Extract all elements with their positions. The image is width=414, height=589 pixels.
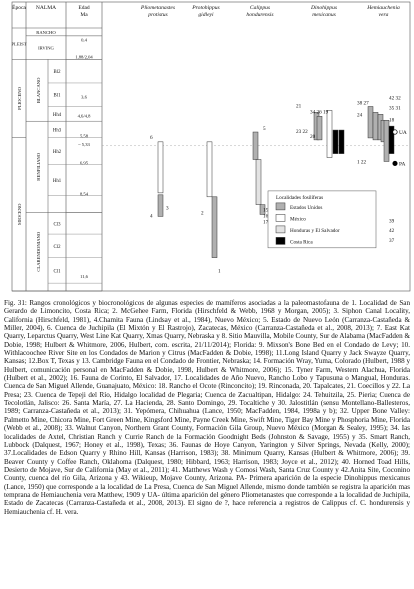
legend-swatch-honduras bbox=[276, 226, 285, 233]
caption-text: Rangos cronológicos y biocronológicos de algunas especies de mamíferos asociadas a la paleomastofauna de 1. Localidad de San Gerardo de Limoncito, Costa Rica; 2. McGehee Farm, Florida (Hirschfeld & Webb, 1968 y Morgan, 2005); 3. Siphon Canal Locality, California (Hirschfeld, 1981), 4.Chamita Fauna (Lindsay et al., 1984), Nuevo México; 5. Estado de Nuevo León (Carranza-Castañeda & Miller, 2004), 6. Cuenca de Juchipila (El Mixtón y El Rastrojo), Zacatecas, México (Carranza-Castañeda et al., 2008, 2013); 7. East Kat Quarry, Leparctus Quarry, West Line Kat Quarry, Xmas Quarry, Nebraska y 8. Sitio Mauvilla, Mobile County, Sur de Alabama (MacFadden & Dobie, 1998; Hulbert & Whitmore, 2006, Hulbert, com. escrita, 21/11/2014); Florida: 9. Mixson's Bone Bed en el Condado de Levy; 10. Withlacoochee River Site en los Condados de Marion y Citrus (MacFadden & Dobie, 1998); 11.Long Island Quarry y Jack Swayze Quarry, Kansas; 12.Box T, Texas y 13. Cambridge Fauna en el Condado de Frontier, Nebraska; 14. Formación Wray, Yuma, Colorado (Hulbert, 1988 y Hulbert, comunicación personal en MacFadden & Dobie, 1998, Hulbert & Whitmore, 2006); 15. Tyner Farm, Western Alachua, Florida (Hulbert et al., 2002); 16. Fauna de Corinto, El Salvador, 17. Localidades de Año Nuevo, Rancho Lobo y Tapusuna o Mangual, Honduras. Cuenca de San Miguel Allende, Guanajuato, México: 18. Rancho el Ocote (Rinconcito); 19. Rinconada, 20. Tapalcates, 21. Coecillos y 22. La Presa; 23. Cuenca de Tepeji del Río, Hidalgo localidad de Plegaria; Cuenca de Zacualtipan, Hidalgo: 24. Tehuitzila, 25. Pieria; Cuenca de Tecolotlán, Jalisco: 26. Santa María, 27. La Hacienda, 28. Santo Domingo, 29. Tocaltiche y 30. Jalostitlán (sensu Montellano-Ballesteros, 1989; Carranza-Castañeda et al., 2013); 31. Yepómera, Chihuahua (Lance, 1950; MacFadden, 1984, 1998a y b); 32. Upper Bone Valley: Palmetto Mine, Chicora Mine, Fort Green Mine, Kingsford Mine, Payne Creek Mine, Swift Mine, Tiger Bay Mine y Phosphoria Mine, Florida (Webb et al., 2008); 33. Walnut Canyon, Northern Grant County, Formación Gila Group, Nuevo México (Morgan & Sealey, 1995); 34. Ias localidades de Axtel, Christian Ranch y Currie Ranch de la Formación Goodnight Beds (Johnston & Savage, 1955) y 35. Smart Ranch, Lubbock (Dalquest, 1967; Honey et al., 1998), Texas; 36. Faunas de Hoye Canyon, Yarington y Silver Springs, Nevada (Kelly, 2000); 37.Localidades de Edson Quarry y Rhino Hill, Kansas (Harrison, 1983); 38. Minimum Quarry, Kansas (Hulbert & Whitmore, 2006); 39. Beaver County y Coffee Ranch, Oklahoma (Dalquest, 1980; Hibbard, 1963; Harrison, 1983; Joyce et al., 2012); 40. Horned Toad Hills, Desierto de Mojave, Sur de California (May et al., 2011); 41. Matthews Wash y Comosi Wash, Santa Cruz County y 42.Anita Site, Coconino County, cuenca del río Gila, Arizona y 43. Wikieup, Mojave County, Arizona. PA- Primera aparición de la especie Dinohippus mexicanus (Lance, 1950) que corresponde a la localidad de La Presa, Cuenca de San Miguel Allende, mismo donde también se registra la aparición mas temprana de Hemiauchenia vera Matthew, 1909 y UA- última aparición del género Pliometanastes que corresponde a la localidad de Juchipila, Estado de Zacatecas (Carranza-Castañeda et al., 2008, 2013). El signo de ?, hace referencia a registros de Calippus cf. C. hondurensis y Hemiauchenia cf. H. vera. bbox=[4, 299, 410, 516]
range-bar bbox=[253, 132, 258, 159]
age-tick: 8,54 bbox=[79, 191, 89, 197]
range-bar bbox=[333, 130, 338, 154]
legend-swatch-cr bbox=[276, 237, 285, 244]
legend-label-mexico: México bbox=[290, 216, 306, 223]
legend-title: Localidades fosilíferas bbox=[276, 194, 324, 201]
nalma-column bbox=[26, 30, 102, 291]
nalma-label: CLARENDONIANO bbox=[36, 231, 41, 272]
range-bar bbox=[158, 195, 163, 217]
subdivision-label: Hh1 bbox=[52, 179, 62, 185]
locality-label: 15 bbox=[263, 207, 269, 214]
epoch-label: PLEIST bbox=[11, 41, 27, 47]
locality-label: 1 bbox=[218, 268, 221, 275]
age-tick: 5,58 bbox=[79, 133, 89, 139]
locality-label: 42 32 bbox=[389, 95, 401, 102]
age-tick: 4,6/4,8 bbox=[77, 113, 91, 119]
range-bar bbox=[373, 112, 378, 139]
figure-caption: Fig. 31: Rangos cronológicos y biocronológicos de algunas especies de mamíferos asociadas a la paleomastofauna de 1. Localidad de San Gerardo de Limoncito, Costa Rica; 2. McGehee Farm, Florida (Hirschfeld & Webb, 1968 y Morgan, 2005); 3. Siphon Canal Locality, California (Hirschfeld, 1981), 4.Chamita Fauna (Lindsay et al., 1984), Nuevo México; 5. Estado de Nuevo León (Carranza-Castañeda & Miller, 2004), 6. Cuenca de Juchipila (El Mixtón y El Rastrojo), Zacatecas, México (Carranza-Castañeda et al., 2008, 2013); 7. East Kat Quarry, Leparctus Quarry, West Line Kat Quarry, Xmas Quarry, Nebraska y 8. Sitio Mauvilla, Mobile County, Sur de Alabama (MacFadden & Dobie, 1998; Hulbert & Whitmore, 2006, Hulbert, com. escrita, 21/11/2014); Florida: 9. Mixson's Bone Bed en el Condado de Levy; 10. Withlacoochee River Site en los Condados de Marion y Citrus (MacFadden & Dobie, 1998); 11.Long Island Quarry y Jack Swayze Quarry, Kansas; 12.Box T, Texas y 13. Cambridge Fauna en el Condado de Frontier, Nebraska; 14. Formación Wray, Yuma, Colorado (Hulbert, 1988 y Hulbert, comunicación personal en MacFadden & Dobie, 1998, Hulbert & Whitmore, 2006); 15. Tyner Farm, Western Alachua, Florida (Hulbert et al., 2002); 16. Fauna de Corinto, El Salvador, 17. Localidades de Año Nuevo, Rancho Lobo y Tapusuna o Mangual, Honduras. Cuenca de San Miguel Allende, Guanajuato, México: 18. Rancho el Ocote (Rinconcito); 19. Rinconada, 20. Tapalcates, 21. Coecillos y 22. La Presa; 23. Cuenca de Tepeji del Río, Hidalgo localidad de Plegaria; Cuenca de Zacualtipan, Hidalgo: 24. Tehuitzila, 25. Pieria; Cuenca de Tecolotlán, Jalisco: 26. Santa María, 27. La Hacienda, 28. Santo Domingo, 29. Tocaltiche y 30. Jalostitlán (sensu Montellano-Ballesteros, 1989; Carranza-Castañeda et al., 2013); 31. Yepómera, Chihuahua (Lance, 1950; MacFadden, 1984, 1998a y b); 32. Upper Bone Valley: Palmetto Mine, Chicora Mine, Fort Green Mine, Kingsford Mine, Payne Creek Mine, Swift Mine, Tiger Bay Mine y Phosphoria Mine, Florida (Webb et al., 2008); 33. Walnut Canyon, Northern Grant County, Formación Gila Group, Nuevo México (Morgan & Sealey, 1995); 34. Ias localidades de Axtel, Christian Ranch y Currie Ranch de la Formación Goodnight Beds (Johnston & Savage, 1955) y 35. Smart Ranch, Lubbock (Dalquest, 1967; Honey et al., 1998), Texas; 36. Faunas de Hoye Canyon, Yarington y Silver Springs, Nevada (Kelly, 2000); 37.Localidades de Edson Quarry y Rhino Hill, Kansas (Harrison, 1983); 38. Minimum Quarry, Kansas (Hulbert & Whitmore, 2006); 39. Beaver County y Coffee Ranch, Oklahoma (Dalquest, 1980; Hibbard, 1963; Harrison, 1983; Joyce et al., 2012); 40. Horned Toad Hills, Desierto de Mojave, Sur de California (May et al., 2011); 41. Matthews Wash y Comosi Wash, Santa Cruz County y 42.Anita Site, Coconino County, cuenca del río Gila, Arizona y 43. Wikieup, Mojave County, Arizona. PA- Primera aparición de la especie Dinohippus mexicanus (Lance, 1950) que corresponde a la localidad de La Presa, Cuenca de San Miguel Allende, mismo donde también se registra la aparición mas temprana de Hemiauchenia vera Matthew, 1909 y UA- última aparición del género Pliometanastes que corresponde a la localidad de Juchipila, Estado de Zacatecas (Carranza-Castañeda et al., 2008, 2013). El signo de ?, hace referencia a registros de Calippus cf. C. hondurensis y Hemiauchenia cf. H. vera. bbox=[4, 299, 410, 516]
locality-label: 5 bbox=[263, 126, 266, 133]
subdivision-label: Cl2 bbox=[53, 244, 61, 250]
subdivision-label: Hh3 bbox=[52, 128, 62, 134]
range-bar bbox=[212, 197, 217, 258]
range-bar bbox=[368, 107, 373, 138]
marker-pa bbox=[393, 161, 397, 165]
nalma-label: IRVING bbox=[38, 45, 54, 51]
locality-label: 38 27 bbox=[357, 100, 369, 107]
subdivision-label: Bl2 bbox=[53, 70, 61, 76]
range-bar bbox=[256, 160, 261, 205]
locality-label: 37 bbox=[389, 237, 395, 244]
caption-figure-label: Fig. 31 bbox=[4, 299, 25, 307]
age-tick: 3,6 bbox=[81, 94, 87, 100]
age-tick: 11,6 bbox=[80, 274, 88, 280]
legend-label-honduras: Honduras y El Salvador bbox=[290, 227, 340, 234]
range-bar bbox=[207, 142, 212, 197]
header-edad: Edad bbox=[78, 5, 90, 11]
epoch-label: MIOCENO bbox=[17, 203, 22, 225]
species-header: hondurensis bbox=[246, 12, 274, 18]
species-header: Pliometanastes bbox=[140, 5, 176, 11]
range-bar bbox=[384, 120, 389, 161]
locality-label: 21 bbox=[296, 103, 302, 110]
epoch-label: PLIOCENO bbox=[17, 87, 22, 110]
age-tick: 0,4 bbox=[81, 37, 87, 43]
locality-label: 1 22 bbox=[357, 159, 367, 166]
nalma-label: RANCHO bbox=[36, 29, 56, 35]
locality-label: 35 31 bbox=[389, 105, 401, 112]
range-bar bbox=[317, 116, 322, 140]
locality-label: 16 bbox=[263, 213, 269, 220]
age-tick: 6,95 bbox=[79, 160, 89, 166]
locality-label: 20 bbox=[310, 133, 316, 140]
species-header: vera bbox=[378, 12, 389, 18]
legend-swatch-eu bbox=[276, 203, 285, 210]
species-header: Dinohippus bbox=[310, 5, 338, 11]
subdivision-label: Hh4 bbox=[52, 112, 62, 118]
appearance-markers bbox=[393, 130, 407, 168]
subdivision-label: Cl3 bbox=[53, 222, 61, 228]
legend-label-cr: Costa Rica bbox=[290, 239, 313, 246]
legend-label-eu: Estados Unidos bbox=[290, 204, 323, 211]
subdivision-label: Cl1 bbox=[53, 269, 61, 275]
locality-label: 24 bbox=[357, 112, 363, 119]
header-edad-unit: Ma bbox=[80, 12, 88, 18]
subdivision-label: Bl1 bbox=[53, 93, 61, 99]
locality-label: 18 bbox=[389, 117, 395, 124]
range-bar bbox=[158, 142, 163, 193]
locality-label: 39 bbox=[389, 218, 395, 225]
locality-label: 23 22 bbox=[296, 129, 308, 136]
locality-label: 17 bbox=[263, 219, 269, 226]
age-tick: ~ 5,33 bbox=[78, 141, 90, 147]
nalma-label: HENFILIANO bbox=[36, 152, 41, 181]
header-epoca: Época bbox=[12, 5, 26, 11]
species-header: Protohippus bbox=[192, 5, 220, 11]
locality-label: 3 bbox=[166, 205, 169, 212]
subdivision-label: Hh2 bbox=[52, 149, 62, 155]
header-nalma: NALMA bbox=[35, 5, 57, 11]
locality-label: 42 bbox=[389, 228, 395, 235]
age-tick: 1,88/2,04 bbox=[75, 54, 93, 60]
species-header: protistus bbox=[148, 12, 168, 18]
column-headers bbox=[12, 3, 400, 18]
marker-label: PA bbox=[399, 161, 406, 168]
age-column bbox=[66, 36, 102, 283]
legend-swatch-mexico bbox=[276, 214, 285, 221]
species-header: gidleyi bbox=[198, 12, 214, 18]
locality-label: 4 bbox=[150, 213, 153, 220]
locality-label: 2 bbox=[201, 210, 204, 217]
locality-label: 34 26 19 bbox=[310, 109, 329, 116]
marker-ua bbox=[393, 130, 397, 134]
species-header: Calippus bbox=[249, 5, 271, 11]
legend bbox=[268, 191, 376, 248]
epoch-column bbox=[11, 42, 26, 291]
nalma-label: BLANCANO bbox=[36, 77, 41, 104]
locality-label: 6 bbox=[150, 134, 153, 141]
range-bar bbox=[339, 130, 344, 154]
species-header: Hemiauchenia bbox=[367, 5, 400, 11]
marker-label: UA bbox=[399, 130, 407, 137]
species-header: mexicanus bbox=[312, 12, 336, 18]
range-bar bbox=[327, 110, 332, 157]
